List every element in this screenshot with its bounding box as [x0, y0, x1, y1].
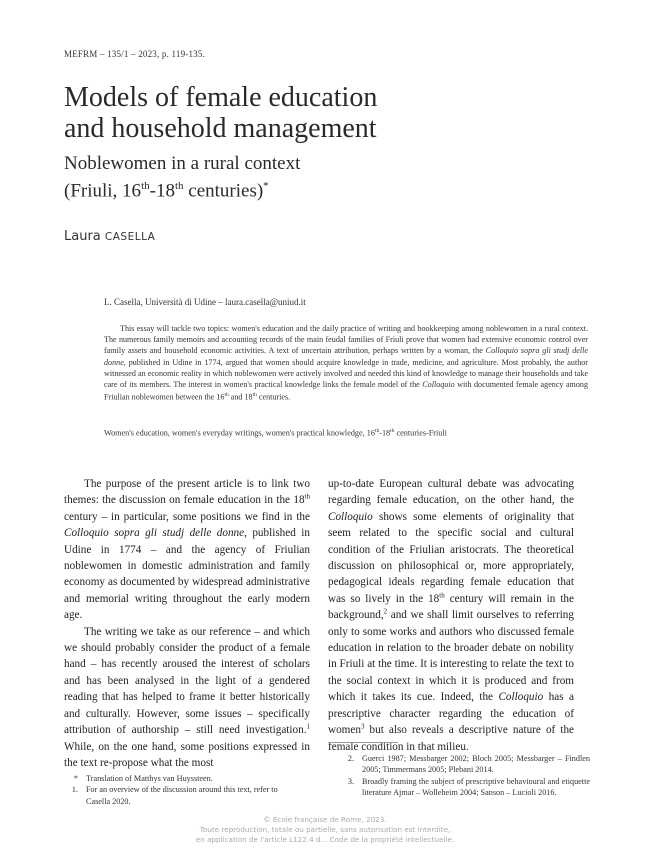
- body-text: up-to-date European cultural debate was advocating regarding female education, on the other hand, the: [328, 478, 574, 507]
- article-subtitle: [64, 152, 300, 202]
- footnote-ref[interactable]: 3: [360, 722, 365, 731]
- footnote-ref[interactable]: 2: [383, 607, 388, 616]
- abstract: [104, 323, 588, 403]
- footnote-mark: 2.: [347, 754, 354, 763]
- footnote-mark: 1.: [71, 785, 78, 795]
- subtitle-line-2: [64, 175, 300, 202]
- footnote-text: Guerci 1987; Messbarger 2002; Bloch 2005; Messbarger – Findlen 2005; Timmermans 2005; Plebani 2014.: [362, 754, 590, 775]
- superscript: th: [224, 392, 229, 399]
- author-name: [64, 229, 155, 244]
- body-text: , published in Udine in 1774 – and the agency of Friulian noblewomen in domestic administration and family economy as documented by widespread administrative and memorial writing throughout the early modern age.: [64, 527, 310, 622]
- keywords-text: -18: [379, 428, 391, 438]
- body-italic: Colloquio: [498, 691, 544, 704]
- body-text: While, on the one hand, some positions expressed in the text re-propose what the most: [64, 740, 310, 769]
- body-italic: Colloquio sopra gli studj delle donne: [64, 527, 245, 540]
- footnote-star: *: [263, 180, 269, 192]
- footnote-item: [340, 753, 590, 776]
- superscript: th: [390, 428, 395, 434]
- subtitle-text: centuries): [183, 180, 264, 202]
- title-line-1: Models of female education: [64, 82, 378, 113]
- body-text: shows some elements of originality that seem related to the specific social and cultural condition of the Friulian aristocrats. The theoretical discussion on philosophical or, more appropriately, pedagogical ideals regarding female education that was so lively in the 18: [328, 510, 574, 605]
- body-column-left: [64, 476, 310, 771]
- footnote-text: For an overview of the discussion around this text, refer to Casella 2020.: [86, 785, 278, 806]
- article-title: [64, 82, 584, 144]
- body-text: The writing we take as our reference – and which we should probably consider the product of a female hand – has recently aroused the interest of scholars and has been analysed in the light of a gendered reading that has helped to frame it better historically and culturally. However, some issues – specifically attribution of authorship – still need investigation.: [64, 625, 310, 737]
- body-text: has a prescriptive character regarding the education of women: [328, 691, 574, 737]
- abstract-text: and 18: [228, 392, 253, 402]
- abstract-text: with documented female agency among Friulian noblewomen between the 16: [104, 380, 588, 402]
- body-text: and we shall limit ourselves to referring only to some works and authors who discussed female education in relation to the broader debate on nobility in Friuli at the time. It is interesting to relate the text to the social context in which it is produced and from which it takes its cue. Indeed, the: [328, 609, 574, 704]
- copyright-footer: [0, 815, 650, 845]
- abstract-italic: Colloquio: [422, 380, 455, 390]
- footnote-text: Broadly framing the subject of prescriptive behavioural and etiquette literature Ajmar – Wolleheim 2004; Sanson – Lucioli 2016.: [362, 776, 590, 798]
- footnote-mark: 3.: [347, 776, 354, 786]
- copyright-line: en application de l'article L122.4 d... Code de la propriété intellectuelle.: [195, 835, 455, 844]
- author-affiliation: L. Casella, Università di Udine – laura.casella@uniud.it: [104, 297, 306, 307]
- body-text: century – in particular, some positions we find in the: [64, 510, 310, 523]
- keywords-text: Women's education, women's everyday writings, women's practical knowledge, 16: [104, 428, 375, 438]
- footnote-mark: *: [73, 774, 78, 783]
- copyright-line: Toute reproduction, totale ou partielle, sans autorisation est interdite,: [199, 825, 451, 834]
- subtitle-line-1: Noblewomen in a rural context: [64, 153, 301, 174]
- footnotes-right: [340, 753, 590, 799]
- abstract-text: This essay will tackle two topics: women's education and the daily practice of writing and bookkeeping among noblewomen in a rural context. The numerous family memoirs and accounting records of the main feudal families of Friuli prove that women had extensive economic control over family assets and household economic activities. A text of uncertain attribution, perhaps written by a woman, the: [104, 324, 588, 356]
- body-italic: Colloquio: [328, 510, 373, 523]
- superscript: th: [439, 591, 445, 600]
- keywords-text: centuries-Friuli: [394, 428, 447, 438]
- footnote-text: Translation of Matthys van Huyssteen.: [86, 774, 213, 783]
- footnote-item: [64, 784, 296, 807]
- keywords: [104, 428, 447, 438]
- subtitle-text: (Friuli, 16: [64, 180, 142, 202]
- footnotes-left: [64, 773, 296, 807]
- abstract-italic: Colloquio sopra gli studj delle donne: [104, 346, 588, 367]
- copyright-line: © École française de Rome, 2023.: [263, 815, 387, 824]
- body-paragraph: [328, 476, 574, 755]
- body-paragraph: [64, 624, 310, 772]
- body-text: but also reveals a descriptive nature of the female condition in that milieu.: [328, 724, 574, 753]
- footnote-divider: [328, 742, 398, 743]
- footnote-item: [64, 773, 296, 784]
- superscript: th: [252, 392, 257, 399]
- abstract-text: centuries.: [256, 392, 291, 402]
- title-line-2: and household management: [64, 113, 377, 144]
- abstract-text: , published in Udine in 1774, argued that women should acquire knowledge in trade, medicine, and agriculture. Most probably, the author witnessed an economic reality in which noblewomen were actively involved and needed this kind of knowledge to manage their households and take care of its members. The interest in women's practical knowledge links the female model of the: [104, 357, 588, 390]
- footnote-item: [340, 776, 590, 799]
- body-column-right: [328, 476, 574, 755]
- superscript: th: [141, 180, 150, 192]
- subtitle-text: -18: [149, 180, 175, 202]
- author-last-name: CASELLA: [104, 231, 156, 243]
- body-text: The purpose of the present article is to link two themes: the discussion on female education in the 18: [64, 478, 310, 507]
- body-text: century will remain in the background,: [328, 592, 574, 622]
- body-paragraph: [64, 476, 310, 624]
- superscript: th: [174, 180, 184, 192]
- superscript: th: [304, 492, 310, 501]
- running-head: MEFRM – 135/1 – 2023, p. 119-135.: [64, 49, 206, 59]
- author-first-name: Laura: [64, 229, 105, 244]
- superscript: th: [374, 428, 380, 434]
- footnote-ref[interactable]: 1: [306, 722, 310, 731]
